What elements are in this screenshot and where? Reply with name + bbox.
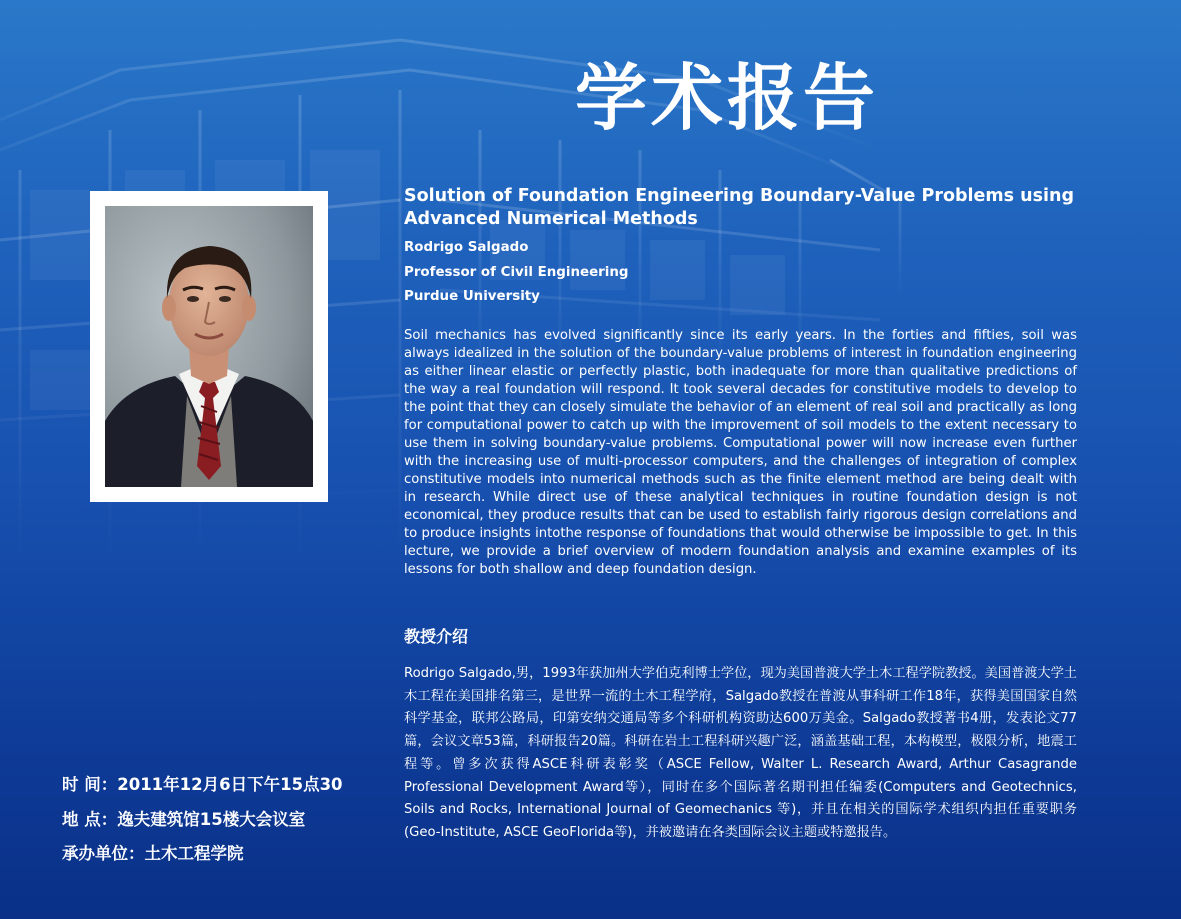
event-time: 时 间：2011年12月6日下午15点30 bbox=[62, 775, 343, 794]
bio-text: Rodrigo Salgado,男，1993年获加州大学伯克利博士学位，现为美国普渡大学土木工程学院教授。美国普渡大学土木工程在美国排名第三，是世界一流的土木工程学府，Salgado教授在普渡从事科研工作18年，获得美国国家自然科学基金，联邦公路局，印第安纳交通局等多个科研机构资助达600万美金。Salgado教授著书4册，发表论文77篇，会议文章53篇，科研报告20篇。科研在岩土工程科研兴趣广泛，涵盖基础工程，本构模型，极限分析，地震工程等。曾多次获得ASCE科研表彰奖（ASCE Fellow, Walter L. Research Award, Arthur Casagrande Professional Development Award等），同时在多个国际著名期刊担任编委(Computers and Geotechnics, Soils and Rocks, International Journal of Geomechanics 等)，并且在相关的国际学术组织内担任重要职务(Geo-Institute, ASCE GeoFlorida等)，并被邀请在各类国际会议主题或特邀报告。 bbox=[404, 666, 1077, 840]
page-title: 学术报告 bbox=[575, 56, 880, 140]
talk-title bbox=[404, 185, 1077, 231]
talk-title-line-1: Solution of Foundation Engineering Boundary-Value Problems using bbox=[404, 186, 1074, 206]
speaker-photo bbox=[105, 206, 313, 487]
talk-section bbox=[404, 185, 1077, 579]
talk-title-line-2: Advanced Numerical Methods bbox=[404, 209, 698, 229]
bio-heading: 教授介绍 bbox=[404, 627, 469, 646]
speaker-affiliation: Purdue University bbox=[404, 289, 540, 304]
event-info bbox=[62, 768, 343, 872]
speaker-info bbox=[404, 236, 1077, 310]
talk-abstract: Soil mechanics has evolved significantly since its early years. In the forties and fifties, soil was always idealized in the solution of the boundary-value problems of interest in foundation engineering as either linear elastic or perfectly plastic, both inadequate for more than qualitative predictions of the way a real foundation will respond. It took several decades for constitutive models to develop to the point that they can closely simulate the behavior of an element of real soil and practically as long for computational power to catch up with the improvement of soil models to the extent necessary to use them in solving boundary-value problems. Computational power will now increase even further with the increasing use of multi-processor computers, and the challenges of integration of complex constitutive models into numerical methods such as the finite element method are being dealt with in research. While direct use of these analytical techniques in routine foundation design is not economical, they produce results that can be used to establish fairly rigorous design correlations and to produce insights intothe response of foundations that would otherwise be impossible to get. In this lecture, we provide a brief overview of modern foundation analysis and examine examples of its lessons for both shallow and deep foundation design. bbox=[404, 327, 1077, 578]
event-place: 地 点：逸夫建筑馆15楼大会议室 bbox=[62, 809, 306, 829]
speaker-name: Rodrigo Salgado bbox=[404, 240, 529, 255]
speaker-photo-frame bbox=[90, 191, 328, 502]
event-host: 承办单位：土木工程学院 bbox=[62, 844, 244, 863]
speaker-position: Professor of Civil Engineering bbox=[404, 264, 629, 280]
